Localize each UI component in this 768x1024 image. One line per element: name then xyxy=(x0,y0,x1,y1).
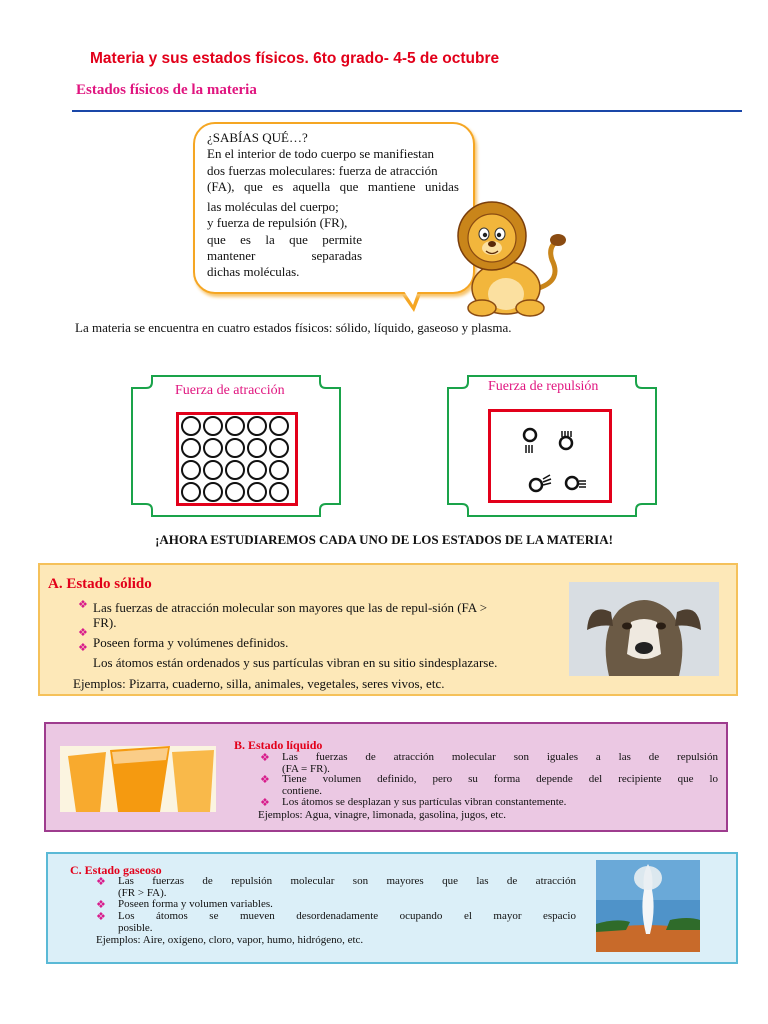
bubble-line: En el interior de todo cuerpo se manifiestan xyxy=(207,146,435,162)
solid-bullet: FR). xyxy=(93,615,117,630)
intro-text: La materia se encuentra en cuatro estados físicos: sólido, líquido, gaseoso y plasma. xyxy=(75,320,512,335)
solid-bullet: Los átomos están ordenados y sus partículas vibran en su sitio sindesplazarse. xyxy=(93,655,498,670)
liquid-bullet: contiene. xyxy=(282,785,323,797)
gas-bullet: Los átomos se mueven desordenadamente ocupando el mayor espacio xyxy=(118,910,576,922)
bullet-icon: ❖ xyxy=(78,627,88,639)
juice-photo xyxy=(60,746,216,812)
liquid-bullet: (FA = FR). xyxy=(282,763,330,775)
document-subtitle: Estados físicos de la materia xyxy=(76,82,257,98)
bullet-icon: ❖ xyxy=(96,911,106,923)
header-divider xyxy=(72,110,742,112)
attraction-particles xyxy=(176,412,298,506)
liquid-bullet: Las fuerzas de atracción molecular son iguales a las de repulsión xyxy=(282,751,718,763)
bullet-icon: ❖ xyxy=(96,876,106,888)
speech-bubble xyxy=(193,122,475,294)
bubble-line: y fuerza de repulsión (FR), xyxy=(207,215,348,231)
bubble-line: dos fuerzas moleculares: fuerza de atracción xyxy=(207,162,438,178)
repulsion-label: Fuerza de repulsión xyxy=(488,379,599,394)
repulsion-particles xyxy=(488,409,612,503)
solid-bullet: Poseen forma y volúmenes definidos. xyxy=(93,635,289,650)
bubble-line: (FA), que es aquella que mantiene unidas xyxy=(207,178,459,194)
gas-bullet: Poseen forma y volumen variables. xyxy=(118,898,273,910)
gas-examples: Ejemplos: Aire, oxígeno, cloro, vapor, humo, hidrógeno, etc. xyxy=(96,934,364,946)
bullet-icon: ❖ xyxy=(260,797,270,809)
gas-title: C. Estado gaseoso xyxy=(70,863,162,877)
liquid-examples: Ejemplos: Agua, vinagre, limonada, gasolina, jugos, etc. xyxy=(258,809,507,821)
solid-examples: Ejemplos: Pizarra, cuaderno, silla, animales, vegetales, seres vivos, etc. xyxy=(73,676,445,691)
liquid-bullet: Tiene volumen definido, pero su forma depende del recipiente que lo xyxy=(282,773,718,785)
geyser-photo xyxy=(596,860,700,952)
bubble-line: mantener separadas xyxy=(207,248,362,264)
attraction-label: Fuerza de atracción xyxy=(175,383,285,398)
gas-bullet: posible. xyxy=(118,922,153,934)
solid-bullet: Las fuerzas de atracción molecular son mayores que las de repul-sión (FA > xyxy=(93,600,488,615)
liquid-bullet: Los átomos se desplazan y sus partículas vibran constantemente. xyxy=(282,796,567,808)
solid-title: A. Estado sólido xyxy=(48,576,152,592)
bubble-line: las moléculas del cuerpo; xyxy=(207,199,339,215)
dog-photo xyxy=(569,582,719,676)
liquid-title: B. Estado líquido xyxy=(234,738,323,752)
section-heading: ¡AHORA ESTUDIAREMOS CADA UNO DE LOS ESTADOS DE LA MATERIA! xyxy=(155,532,613,547)
bullet-icon: ❖ xyxy=(78,642,88,654)
gas-bullet: (FR > FA). xyxy=(118,887,167,899)
bubble-line: ¿SABÍAS QUÉ…? xyxy=(207,130,308,145)
bubble-line: dichas moléculas. xyxy=(207,264,300,280)
gas-bullet: Las fuerzas de repulsión molecular son mayores que las de atracción xyxy=(118,875,576,887)
lion-illustration xyxy=(444,200,574,318)
bubble-tail-inner xyxy=(400,285,420,305)
bullet-icon: ❖ xyxy=(96,899,106,911)
bullet-icon: ❖ xyxy=(260,752,270,764)
bullet-icon: ❖ xyxy=(78,599,88,611)
bullet-icon: ❖ xyxy=(260,774,270,786)
document-title: Materia y sus estados físicos. 6to grado- 4-5 de octubre xyxy=(90,50,500,67)
bubble-line: que es la que permite xyxy=(207,231,362,247)
